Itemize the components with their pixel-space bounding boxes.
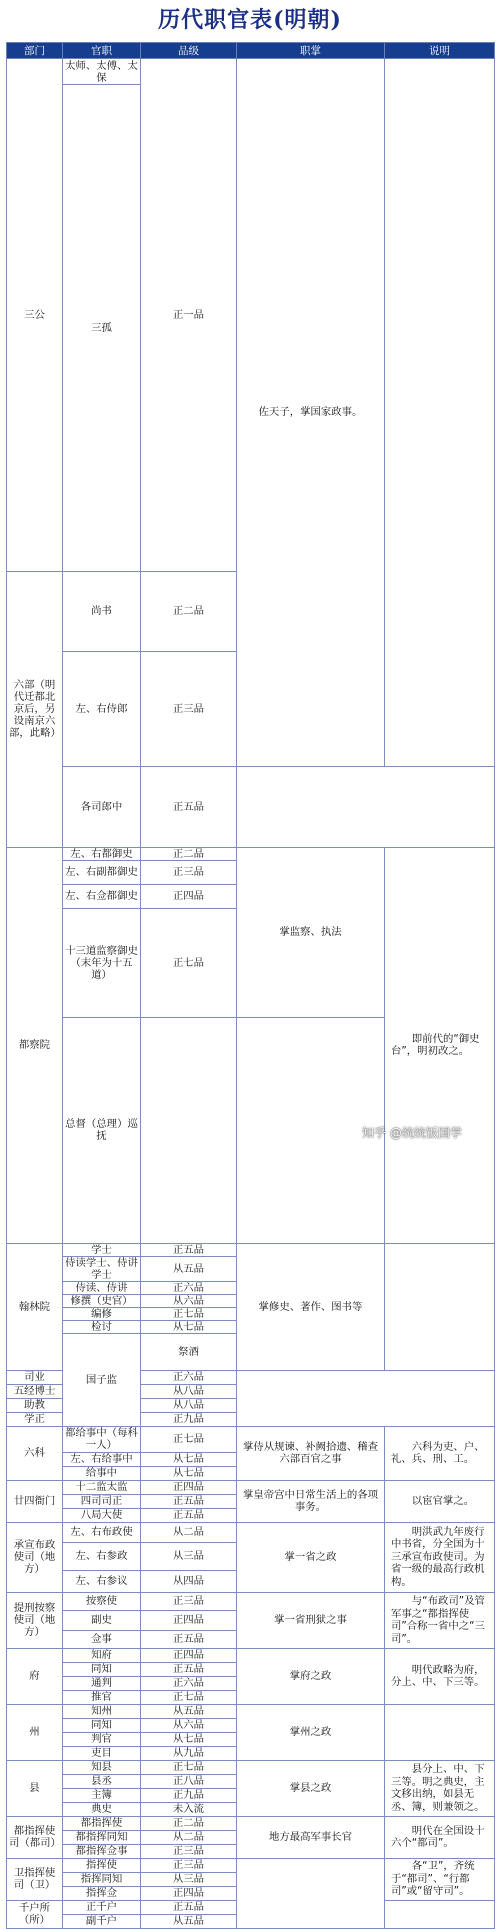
rank-cell: 正五品 (141, 1630, 237, 1648)
table-row (7, 1522, 495, 1542)
header-duty: 职掌 (237, 43, 385, 59)
office-cell: 尚书 (63, 571, 141, 652)
rank-cell: 正四品 (141, 1610, 237, 1630)
office-cell: 典史 (63, 1802, 141, 1816)
table-row (7, 847, 495, 860)
office-cell: 各司郎中 (63, 766, 141, 847)
rank-cell: 从三品 (141, 1872, 237, 1886)
rank-cell: 正二品 (141, 1816, 237, 1830)
rank-cell: 正九品 (141, 1788, 237, 1802)
department-cell: 都察院 (7, 847, 63, 1243)
department-cell: 都指挥使司（都司） (7, 1816, 63, 1858)
rank-cell: 从七品 (141, 1452, 237, 1466)
office-cell: 侍读学士、侍讲学士 (63, 1256, 141, 1281)
office-cell: 左、右参议 (63, 1570, 141, 1592)
rank-cell: 正六品 (141, 1370, 237, 1384)
office-cell: 都指挥使 (63, 1816, 141, 1830)
department-cell: 三孤 (63, 85, 141, 572)
table-row (7, 1704, 495, 1718)
rank-cell: 从六品 (141, 1294, 237, 1307)
rank-cell: 正四品 (141, 1480, 237, 1494)
office-cell: 八局大使 (63, 1508, 141, 1522)
table-header-row (7, 43, 495, 59)
office-cell: 给事中 (63, 1466, 141, 1480)
rank-cell: 正五品 (141, 766, 237, 847)
office-cell: 推官 (63, 1690, 141, 1704)
header-office: 官职 (63, 43, 141, 59)
office-cell: 十三道监察御史（末年为十五道） (63, 908, 141, 1017)
rank-cell: 正八品 (141, 1774, 237, 1788)
rank-cell: 未入流 (141, 1802, 237, 1816)
office-cell: 同知 (63, 1662, 141, 1676)
office-cell: 都指挥佥事 (63, 1844, 141, 1858)
office-cell: 修撰（史官） (63, 1294, 141, 1307)
office-cell: 祭酒 (141, 1333, 237, 1370)
office-cell: 知府 (63, 1648, 141, 1662)
rank-cell: 正七品 (141, 908, 237, 1017)
note-cell: 明代政略为府，分上、中、下三等。 (385, 1648, 495, 1704)
office-cell: 指挥使 (63, 1858, 141, 1872)
department-cell: 三公 (7, 59, 63, 572)
note-cell (385, 1243, 495, 1370)
department-cell: 州 (7, 1704, 63, 1760)
rank-cell: 从五品 (141, 1256, 237, 1281)
duty-cell: 掌一省之政 (237, 1522, 385, 1592)
office-cell: 指挥佥 (63, 1886, 141, 1900)
rank-cell: 正五品 (141, 1243, 237, 1256)
rank-cell: 从三品 (141, 1542, 237, 1570)
rank-cell: 正六品 (141, 1676, 237, 1690)
rank-cell: 正二品 (141, 571, 237, 652)
office-cell: 十二监太监 (63, 1480, 141, 1494)
rank-cell: 从六品 (141, 1718, 237, 1732)
office-cell: 左、右布政使 (63, 1522, 141, 1542)
table-row (7, 1480, 495, 1494)
office-cell: 同知 (63, 1718, 141, 1732)
note-cell: 即前代的“御史台”，明初改之。 (385, 847, 495, 1243)
rank-cell: 正四品 (141, 1886, 237, 1900)
table-row (7, 1592, 495, 1610)
table-row (7, 59, 495, 85)
rank-cell: 从八品 (141, 1384, 237, 1398)
office-cell: 按察使 (63, 1592, 141, 1610)
duty-cell: 掌府之政 (237, 1648, 385, 1704)
office-cell: 学士 (63, 1243, 141, 1256)
rank-cell: 正五品 (141, 1900, 237, 1914)
duty-cell: 掌侍从规谏、补阙拾遗、稽查六部百官之事 (237, 1426, 385, 1480)
rank-cell: 从七品 (141, 1466, 237, 1480)
office-cell: 检讨 (63, 1320, 141, 1333)
note-cell: 六科为吏、户、礼、兵、刑、工。 (385, 1426, 495, 1480)
rank-cell: 正三品 (141, 1844, 237, 1858)
department-cell: 提刑按察使司（地方） (7, 1592, 63, 1648)
note-cell: 县分上、中、下三等。明之典史，主文移出纳，如县无丞、簿，则兼领之。 (385, 1760, 495, 1816)
office-cell: 左、右副都御史 (63, 860, 141, 884)
office-cell: 都指挥同知 (63, 1830, 141, 1844)
duty-cell: 掌监察、执法 (237, 847, 385, 1017)
department-cell: 府 (7, 1648, 63, 1704)
rank-cell: 正四品 (141, 1648, 237, 1662)
rank-cell: 正三品 (141, 860, 237, 884)
office-cell (141, 1017, 237, 1243)
office-cell: 正千户 (63, 1900, 141, 1914)
rank-cell: 从二品 (141, 1522, 237, 1542)
note-cell: 各“卫”，齐统于“都司”、“行都司”或“留守司”。 (385, 1858, 495, 1900)
office-cell: 司业 (7, 1370, 63, 1384)
rank-cell: 从九品 (141, 1746, 237, 1760)
duty-cell: 地方最高军事长官 (237, 1816, 385, 1858)
department-cell: 千户所（所） (7, 1900, 63, 1928)
department-cell: 六部（明代迁都北京后，另设南京六部，此略） (7, 571, 63, 847)
office-cell: 主簿 (63, 1788, 141, 1802)
rank-cell: 正五品 (141, 1662, 237, 1676)
note-cell (385, 1704, 495, 1760)
rank-cell: 正六品 (141, 1281, 237, 1294)
department-cell: 六科 (7, 1426, 63, 1480)
table-row (7, 1648, 495, 1662)
table-row (7, 1426, 495, 1452)
header-note: 说明 (385, 43, 495, 59)
table-row (7, 766, 495, 847)
department-cell: 总督（总理）巡抚 (63, 1017, 141, 1243)
duty-cell: 掌县之政 (237, 1760, 385, 1816)
office-cell: 四司司正 (63, 1494, 141, 1508)
table-row (7, 1243, 495, 1256)
office-cell: 左、右都御史 (63, 847, 141, 860)
note-cell: 与“布政司”及管军事之“都指挥使司”合称一省中之“三司”。 (385, 1592, 495, 1648)
note-cell (385, 1900, 495, 1928)
rank-cell: 正九品 (141, 1412, 237, 1426)
rank-cell: 从五品 (141, 1914, 237, 1928)
rank-cell: 正五品 (141, 1508, 237, 1522)
rank-cell: 正五品 (141, 1494, 237, 1508)
duty-cell: 掌修史、著作、图书等 (237, 1243, 385, 1370)
rank-cell: 从八品 (141, 1398, 237, 1412)
office-cell: 指挥同知 (63, 1872, 141, 1886)
office-cell: 左、右给事中 (63, 1452, 141, 1466)
table-body (7, 59, 495, 1929)
rank-cell: 正三品 (141, 652, 237, 766)
office-cell: 副史 (63, 1610, 141, 1630)
duty-cell: 掌州之政 (237, 1704, 385, 1760)
office-cell: 知州 (63, 1704, 141, 1718)
note-cell: 明代在全国设十六个“都司”。 (385, 1816, 495, 1858)
office-cell: 左、右参政 (63, 1542, 141, 1570)
note-cell: 以宦官掌之。 (385, 1480, 495, 1522)
rank-cell: 正三品 (141, 1592, 237, 1610)
rank-cell: 正四品 (141, 884, 237, 908)
rank-cell: 从五品 (141, 1704, 237, 1718)
rank-cell: 从七品 (141, 1320, 237, 1333)
duty-cell: 掌皇帝宫中日常生活上的各项事务。 (237, 1480, 385, 1522)
department-cell: 国子监 (63, 1333, 141, 1426)
office-cell: 知县 (63, 1760, 141, 1774)
office-cell: 编修 (63, 1307, 141, 1320)
table-row (7, 1760, 495, 1774)
rank-cell: 正三品 (141, 1858, 237, 1872)
duty-cell (237, 1858, 385, 1928)
rank-cell: 正七品 (141, 1760, 237, 1774)
table-row (7, 1816, 495, 1830)
office-cell: 太师、太傅、太保 (63, 59, 141, 85)
rank-cell: 正一品 (141, 59, 237, 572)
watermark: 知乎 @统统饭国学 (362, 1126, 462, 1140)
department-cell: 承宣布政使司（地方） (7, 1522, 63, 1592)
office-cell: 县丞 (63, 1774, 141, 1788)
rank-cell: 正二品 (141, 847, 237, 860)
office-cell: 佥事 (63, 1630, 141, 1648)
office-cell: 吏目 (63, 1746, 141, 1760)
rank-cell: 正七品 (141, 1690, 237, 1704)
rank-cell: 正七品 (141, 1426, 237, 1452)
rank-cell: 从二品 (141, 1830, 237, 1844)
official-rank-table (6, 42, 495, 1929)
office-cell: 都给事中（每科一人） (63, 1426, 141, 1452)
rank-cell: 正七品 (141, 1307, 237, 1320)
table-row (7, 1858, 495, 1872)
page-title: 历代职官表(明朝) (158, 7, 342, 33)
office-cell: 助教 (7, 1398, 63, 1412)
department-cell: 翰林院 (7, 1243, 63, 1370)
duty-cell: 佐天子，掌国家政事。 (237, 59, 385, 767)
office-cell: 判官 (63, 1732, 141, 1746)
department-cell: 县 (7, 1760, 63, 1816)
note-cell (385, 59, 495, 767)
office-cell: 通判 (63, 1676, 141, 1690)
rank-cell: 从七品 (141, 1732, 237, 1746)
office-cell: 左、右佥都御史 (63, 884, 141, 908)
department-cell: 卫指挥使司（卫） (7, 1858, 63, 1900)
office-cell: 五经博士 (7, 1384, 63, 1398)
note-cell: 明洪武九年废行中书省，分全国为十三承宣布政使司。为省一级的最高行政机构。 (385, 1522, 495, 1592)
rank-cell: 从四品 (141, 1570, 237, 1592)
header-department: 部门 (7, 43, 63, 59)
office-cell: 左、右侍郎 (63, 652, 141, 766)
office-cell: 学正 (7, 1412, 63, 1426)
office-cell: 侍读、侍讲 (63, 1281, 141, 1294)
office-cell: 副千户 (63, 1914, 141, 1928)
department-cell: 廿四衙门 (7, 1480, 63, 1522)
duty-cell: 掌一省刑狱之事 (237, 1592, 385, 1648)
header-rank: 品级 (141, 43, 237, 59)
